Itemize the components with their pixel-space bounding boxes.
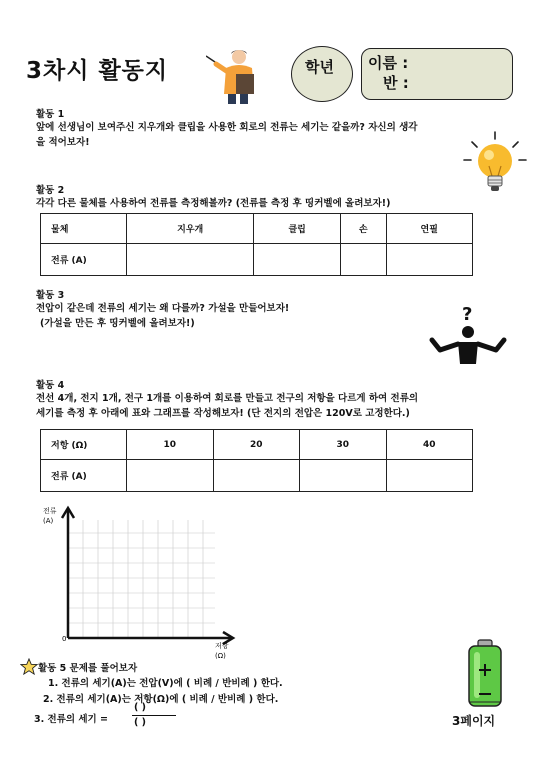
table-cell: 10	[127, 430, 214, 460]
activity4-table	[40, 429, 473, 492]
activity2-title: 활동 2	[36, 185, 65, 196]
table-cell: 전류 (A)	[41, 460, 127, 492]
answer-cell[interactable]	[213, 460, 300, 492]
fraction-denominator[interactable]: ( )	[134, 717, 146, 728]
activity4-title: 활동 4	[36, 380, 65, 391]
table-cell: 지우개	[127, 214, 254, 244]
table-header-row	[41, 430, 473, 460]
table-cell: 20	[213, 430, 300, 460]
table-row	[41, 244, 473, 276]
activity2-line1: 각각 다른 물체를 사용하여 전류를 측정해볼까? (전류를 측정 후 띵커벨에 올려보자!)	[36, 198, 391, 209]
activity2-table	[40, 213, 473, 276]
table-cell: 손	[340, 214, 386, 244]
activity3-line2: (가설을 만든 후 띵커벨에 올려보자!)	[40, 318, 195, 329]
x-axis-unit: (Ω)	[215, 652, 226, 660]
question-1: 1. 전류의 세기(A)는 전압(V)에 ( 비례 / 반비례 ) 한다.	[48, 678, 283, 689]
answer-cell[interactable]	[254, 244, 340, 276]
table-cell: 저항 (Ω)	[41, 430, 127, 460]
resistance-current-graph[interactable]	[35, 500, 245, 665]
grade-label: 학년	[305, 58, 334, 76]
question-person-icon	[428, 302, 512, 368]
origin-label: 0	[62, 635, 67, 643]
fraction-bar	[132, 715, 176, 716]
table-cell: 30	[300, 430, 387, 460]
table-row	[41, 460, 473, 492]
activity5-title: 활동 5 문제를 풀어보자	[38, 663, 138, 674]
table-cell: 클립	[254, 214, 340, 244]
answer-cell[interactable]	[127, 460, 214, 492]
activity1-title: 활동 1	[36, 109, 65, 120]
fraction-numerator[interactable]: ( )	[134, 702, 146, 713]
answer-cell[interactable]	[386, 460, 473, 492]
teacher-illustration-icon	[206, 44, 268, 106]
answer-cell[interactable]	[127, 244, 254, 276]
graph-grid	[68, 520, 215, 638]
activity1-line2: 을 적어보자!	[36, 137, 90, 148]
x-axis-label: 저항	[215, 642, 229, 650]
activity3-line1: 전압이 같은데 전류의 세기는 왜 다를까? 가설을 만들어보자!	[36, 303, 290, 314]
name-label: 이름 :	[368, 54, 409, 72]
table-cell: 연필	[386, 214, 473, 244]
question-2: 2. 전류의 세기(A)는 저항(Ω)에 ( 비례 / 반비례 ) 한다.	[43, 694, 279, 705]
class-label: 반 :	[383, 74, 409, 92]
answer-cell[interactable]	[300, 460, 387, 492]
table-cell: 물체	[41, 214, 127, 244]
star-icon	[20, 658, 38, 675]
battery-icon	[464, 638, 506, 710]
table-cell: 전류 (A)	[41, 244, 127, 276]
page-number-label: 3페이지	[452, 714, 496, 728]
table-header-row	[41, 214, 473, 244]
activity3-title: 활동 3	[36, 290, 65, 301]
table-cell: 40	[386, 430, 473, 460]
answer-cell[interactable]	[340, 244, 386, 276]
answer-cell[interactable]	[386, 244, 473, 276]
activity4-line1: 전선 4개, 전지 1개, 전구 1개를 이용하여 회로를 만들고 전구의 저항을 다르게 하여 전류의	[36, 393, 419, 404]
page-title: 3차시 활동지	[26, 58, 169, 84]
y-axis-label: 전류	[43, 507, 57, 515]
y-axis-unit: (A)	[43, 517, 54, 525]
activity1-line1: 앞에 선생님이 보여주신 지우개와 클립을 사용한 회로의 전류는 세기는 같을까? 자신의 생각	[36, 122, 418, 133]
lightbulb-icon	[462, 130, 528, 202]
activity4-line2: 세기를 측정 후 아래에 표와 그래프를 작성해보자! (단 전지의 전압은 120V로 고정한다.)	[36, 408, 410, 419]
svg-text:?: ?	[462, 304, 473, 325]
question-3: 3. 전류의 세기 =	[34, 714, 108, 725]
